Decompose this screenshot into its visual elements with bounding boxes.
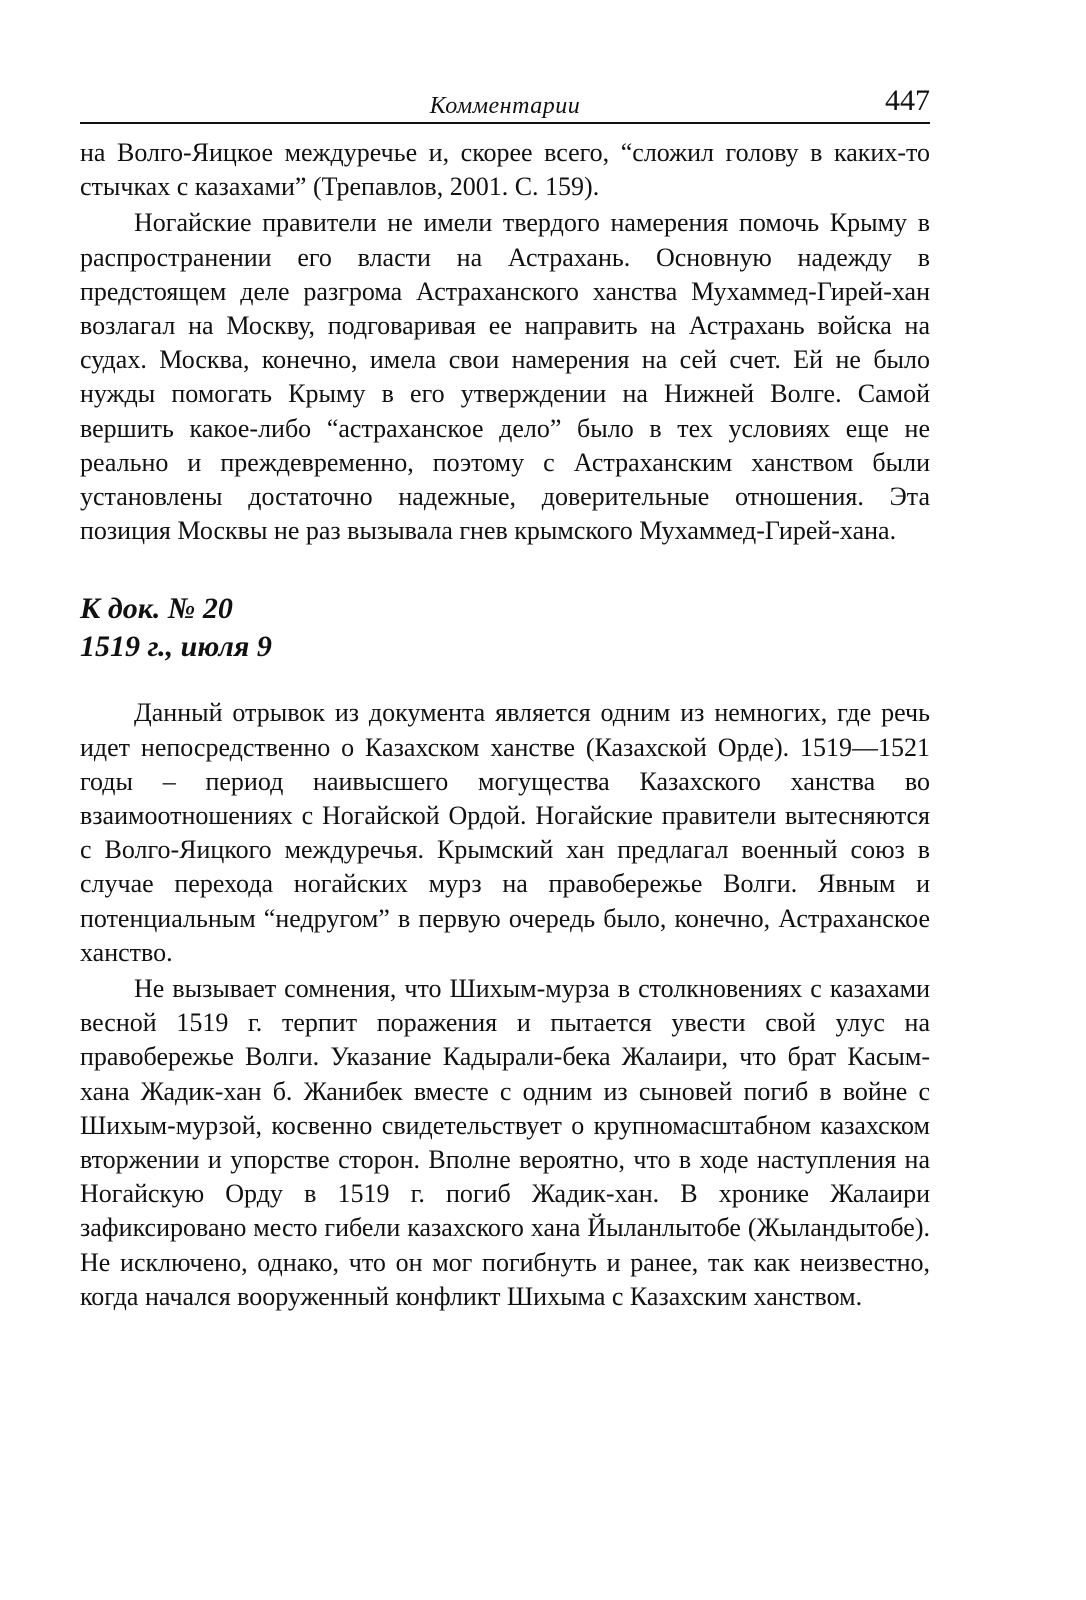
paragraph: Данный отрывок из документа является одним из немногих, где речь идет непосредственно о Казахском ханстве (Казахской Орде). 1519—1521 годы – период наивысшего могущества Казахского ханства во взаимоотношениях с Ногайской Ордой. Ногайские правители вытесняются с Волго-Яицкого междуречья. Крымский хан предлагал военный союз в случае перехода ногайских мурз на правобережье Волги. Явным и потенциальным “недругом” в первую очередь было, конечно, Астраханское ханство. — [80, 698, 930, 967]
section-heading — [80, 590, 930, 666]
book-page — [80, 78, 930, 1314]
running-head — [80, 78, 930, 124]
running-title: Комментарии — [429, 93, 581, 119]
section-heading-date: 1519 г., июля 9 — [80, 630, 272, 664]
paragraph: Не вызывает сомнения, что Шихым-мурза в столкновениях с казахами весной 1519 г. терпит поражения и пытается увести свой улус на правобережье Волги. Указание Кадырали-бека Жалаири, что брат Касым-хана Жадик-хан б. Жанибек вместе с одним из сыновей погиб в войне с Шихым-мурзой, косвенно свидетельствует о крупномасштабном казахском вторжении и упорстве сторон. Вполне вероятно, что в ходе наступления на Ногайскую Орду в 1519 г. погиб Жадик-хан. В хронике Жалаири зафиксировано место гибели казахского хана Йыланлытобе (Жыландытобе). Не исключено, однако, что он мог погибнуть и ранее, так как неизвестно, когда начался вооруженный конфликт Шихыма с Казахским ханством. — [80, 974, 930, 1311]
section-heading-doc: К док. № 20 — [80, 592, 233, 626]
body-text — [80, 136, 930, 1314]
paragraph: Ногайские правители не имели твердого намерения помочь Крыму в распространении его власти на Астрахань. Основную надежду в предстоящем деле разгрома Астраханского ханства Мухаммед-Гирей-хан возлагал на Москву, подговаривая ее направить на Астрахань войска на судах. Москва, конечно, имела свои намерения на сей счет. Ей не было нужды помогать Крыму в его утверждении на Нижней Волге. Самой вершить какое-либо “астраханское дело” было в тех условиях еще не реально и преждевременно, поэтому с Астраханским ханством были установлены достаточно надежные, доверительные отношения. Эта позиция Москвы не раз вызывала гнев крымского Мухаммед-Гирей-хана. — [80, 208, 930, 546]
paragraph-continued: на Волго-Яицкое междуречье и, скорее всего, “сложил голову в каких-то стычках с казахами” (Трепавлов, 2001. С. 159). — [80, 138, 930, 202]
page-number: 447 — [885, 84, 930, 117]
